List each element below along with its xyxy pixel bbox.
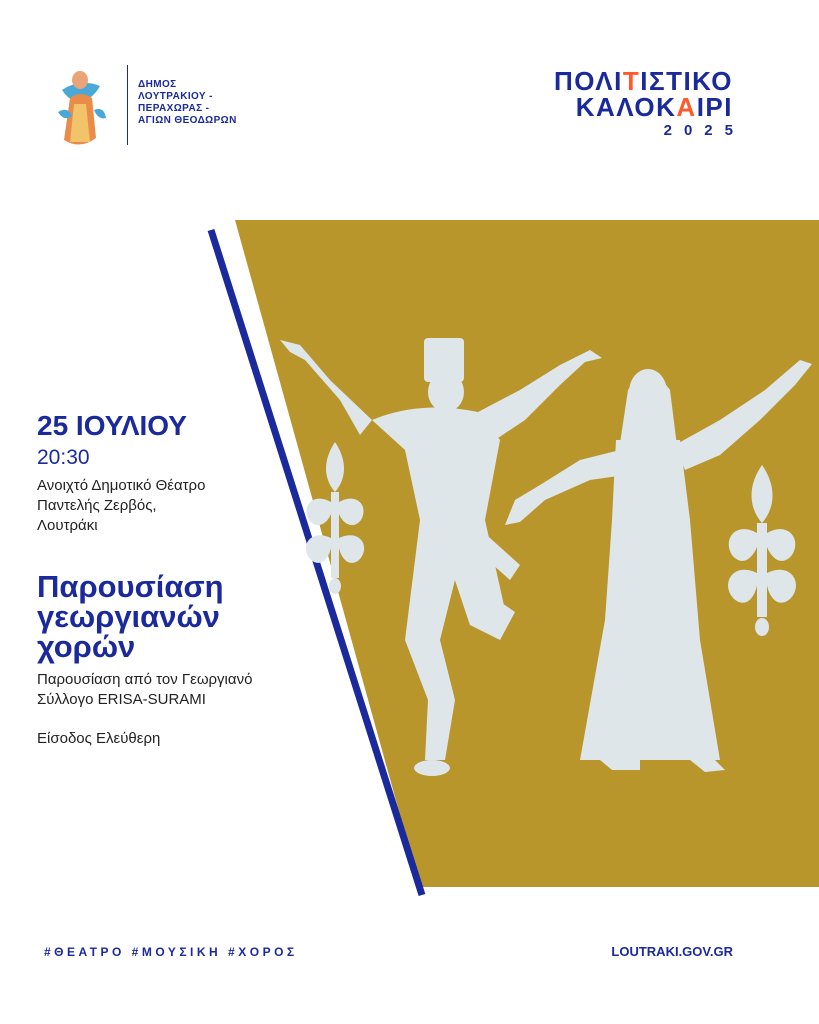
logo-divider <box>127 65 128 145</box>
festival-line-2: ΚΑΛΟΚΑΙΡΙ <box>575 92 733 122</box>
hashtags: #ΘΕΑΤΡΟ #ΜΟΥΣΙΚΗ #ΧΟΡΟΣ <box>44 945 298 959</box>
municipality-logo <box>50 60 280 155</box>
event-entry: Είσοδος Ελεύθερη <box>37 730 161 747</box>
event-time: 20:30 <box>37 446 90 469</box>
festival-year: 2025 <box>663 122 745 139</box>
event-date: 25 ΙΟΥΛΙΟΥ <box>37 410 187 441</box>
festival-logo <box>553 66 745 139</box>
event-venue: Ανοιχτό Δημοτικό Θέατρο Παντελής Ζερβός, Λουτράκι <box>37 477 206 534</box>
municipality-name: ΔΗΜΟΣ ΛΟΥΤΡΑΚΙΟΥ - ΠΕΡΑΧΩΡΑΣ - ΑΓΙΩΝ ΘΕΟΔΩΡΩΝ <box>138 79 237 126</box>
festival-line-1: ΠΟΛΙΤΙΣΤΙΚΟ <box>553 66 733 96</box>
event-info <box>37 410 357 747</box>
website-link[interactable]: LOUTRAKI.GOV.GR <box>611 944 733 959</box>
saint-emblem-icon <box>50 60 110 155</box>
event-title: Παρουσίαση γεωργιανών χορών <box>37 569 224 664</box>
event-subtitle: Παρουσίαση από τον Γεωργιανό Σύλλογο ERISA-SURAMI <box>37 671 253 708</box>
